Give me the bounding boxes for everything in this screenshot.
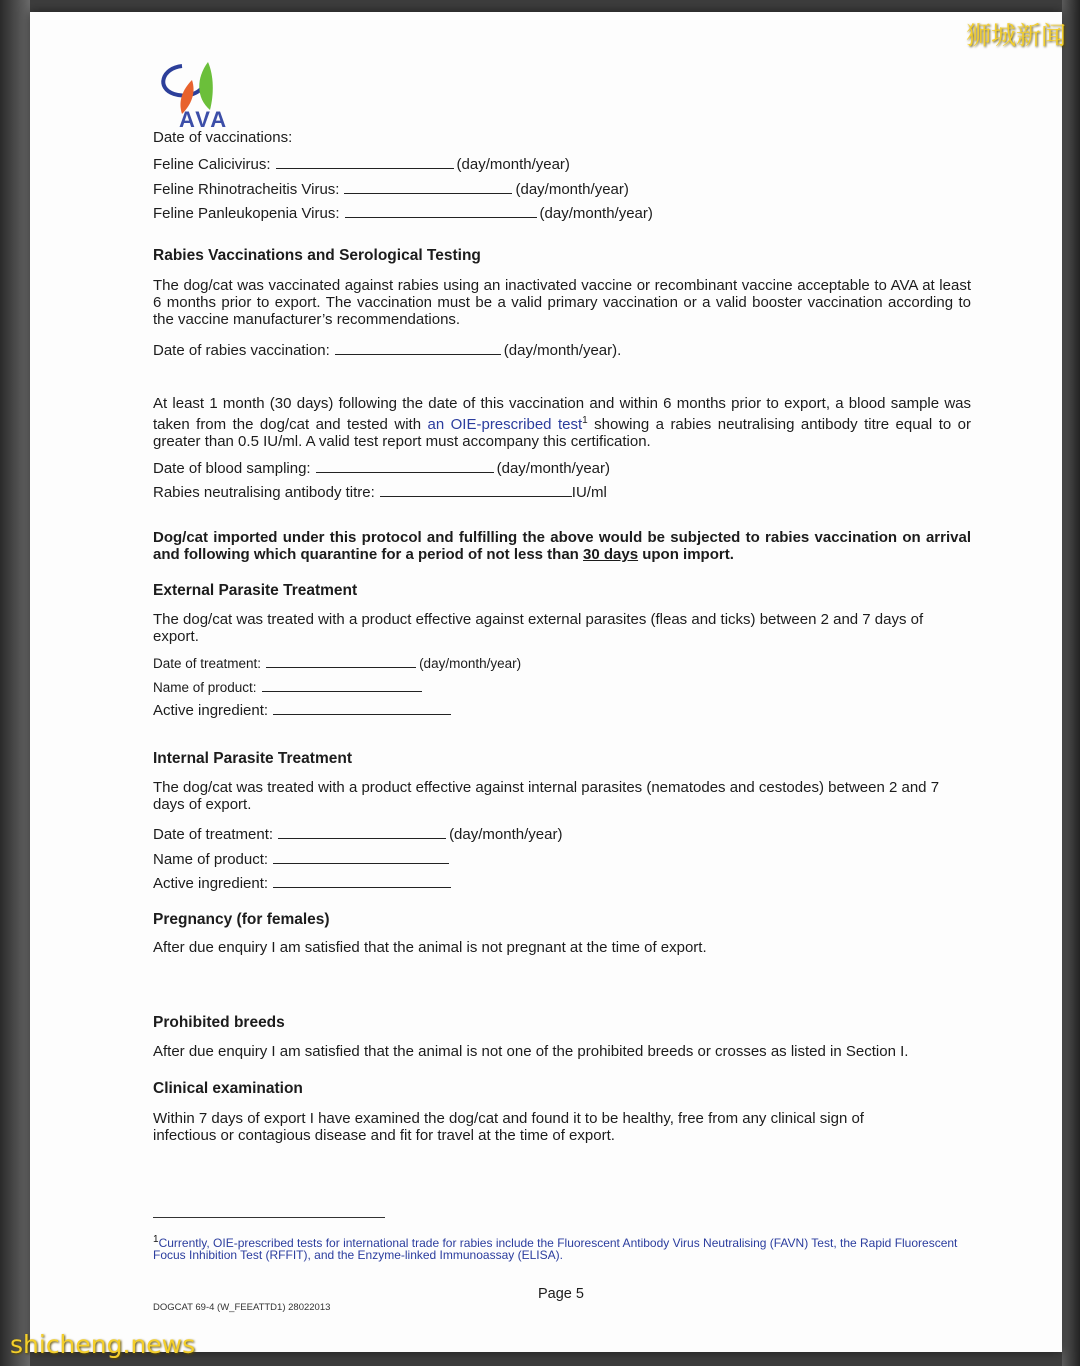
fpv-label: Feline Panleukopenia Virus: <box>153 205 340 222</box>
oie-test-link[interactable]: an OIE-prescribed test <box>427 416 583 433</box>
fcv-unit: (day/month/year) <box>456 156 570 173</box>
frv-label: Feline Rhinotracheitis Virus: <box>153 181 340 198</box>
external-ingredient-field[interactable] <box>273 700 451 715</box>
internal-date-field[interactable] <box>278 824 446 839</box>
internal-ingredient-label: Active ingredient: <box>153 875 269 892</box>
external-ingredient-row <box>153 700 454 720</box>
vaccinations-heading: Date of vaccinations: <box>153 129 293 146</box>
notice-text-start: Dog/cat imported under this protocol and fulfilling the above would be subjected to rabies vaccination on arrival and following which quarantine for a period of not less than <box>153 529 971 563</box>
external-product-field[interactable] <box>262 677 422 692</box>
footnote-ref: 1 <box>582 415 588 426</box>
document-code: DOGCAT 69-4 (W_FEEATTD1) 28022013 <box>153 1302 331 1313</box>
internal-ingredient-field[interactable] <box>273 873 451 888</box>
titre-label: Rabies neutralising antibody titre: <box>153 484 375 501</box>
internal-date-label: Date of treatment: <box>153 826 274 843</box>
external-product-row <box>153 677 425 697</box>
notice-text-end: upon import. <box>638 546 734 563</box>
external-date-row <box>153 653 521 673</box>
rabies-date-row <box>153 340 621 360</box>
blood-unit: (day/month/year) <box>496 460 610 477</box>
logo-text: AVA <box>179 107 229 132</box>
external-date-unit: (day/month/year) <box>419 656 522 671</box>
pregnancy-para: After due enquiry I am satisfied that the animal is not pregnant at the time of export. <box>153 939 707 956</box>
external-ingredient-label: Active ingredient: <box>153 702 269 719</box>
titre-unit: IU/ml <box>571 484 607 501</box>
watermark-top: 狮城新闻 <box>965 21 1066 50</box>
internal-product-row <box>153 849 452 869</box>
internal-ingredient-row <box>153 873 454 893</box>
internal-date-row <box>153 824 562 844</box>
blood-date-field[interactable] <box>316 458 494 473</box>
footnote-divider <box>153 1217 385 1218</box>
blood-label: Date of blood sampling: <box>153 460 311 477</box>
watermark-bottom: shicheng.news <box>10 1330 196 1359</box>
viewer-frame-right <box>1062 0 1080 1366</box>
quarantine-notice <box>153 529 971 563</box>
frv-date-field[interactable] <box>344 179 512 194</box>
rabies-heading: Rabies Vaccinations and Serological Testing <box>153 247 481 264</box>
fcv-label: Feline Calicivirus: <box>153 156 271 173</box>
frv-unit: (day/month/year) <box>515 181 629 198</box>
internal-para: The dog/cat was treated with a product effective against internal parasites (nematodes and cestodes) between 2 and 7 days of export. <box>153 779 940 813</box>
internal-product-label: Name of product: <box>153 851 269 868</box>
serology-para <box>153 395 971 450</box>
notice-days: 30 days <box>583 546 639 563</box>
breeds-para: After due enquiry I am satisfied that the animal is not one of the prohibited breeds or crosses as listed in Section I. <box>153 1043 909 1060</box>
fpv-unit: (day/month/year) <box>539 205 653 222</box>
titre-field[interactable] <box>380 482 572 497</box>
fpv-row <box>153 203 653 223</box>
frv-row <box>153 179 629 199</box>
fcv-row <box>153 154 570 174</box>
internal-date-unit: (day/month/year) <box>449 826 563 843</box>
fcv-date-field[interactable] <box>276 154 454 169</box>
footnote-text: Currently, OIE-prescribed tests for international trade for rabies include the Fluorescent Antibody Virus Neutralising (FAVN) Test, the Rapid Fluorescent Focus Inhibition Test (RFFIT), and the Enzyme-linked Immunoassay (ELISA). <box>153 1236 958 1262</box>
blood-row <box>153 458 610 478</box>
external-para: The dog/cat was treated with a product effective against external parasites (fleas and ticks) between 2 and 7 days of export. <box>153 611 924 645</box>
serology-text-start: At least 1 month (30 days) following the date of this vaccination and within 6 months prior to export, a blood sample was taken from the dog/cat and tested with <box>153 395 971 433</box>
page-number: Page 5 <box>538 1286 584 1302</box>
external-date-label: Date of treatment: <box>153 656 262 671</box>
titre-row <box>153 482 607 502</box>
external-date-field[interactable] <box>266 653 416 668</box>
document-page <box>30 12 1062 1352</box>
external-product-label: Name of product: <box>153 680 257 695</box>
clinical-para: Within 7 days of export I have examined the dog/cat and found it to be healthy, free from any clinical sign of infectious or contagious disease and fit for travel at the time of export. <box>153 1110 864 1144</box>
serology-text-end: showing a rabies neutralising antibody titre equal to or greater than 0.5 IU/ml. A valid test report must accompany this certification. <box>153 416 971 450</box>
viewer-frame-left <box>0 0 30 1366</box>
internal-product-field[interactable] <box>273 849 449 864</box>
rabies-para: The dog/cat was vaccinated against rabies using an inactivated vaccine or recombinant vaccine acceptable to AVA at least 6 months prior to export. The vaccination must be a valid primary vaccination or a valid booster vaccination according to the vaccine manufacturer’s recommendations. <box>153 277 971 328</box>
fpv-date-field[interactable] <box>345 203 537 218</box>
breeds-heading: Prohibited breeds <box>153 1014 285 1031</box>
rabies-date-label: Date of rabies vaccination: <box>153 342 330 359</box>
external-heading: External Parasite Treatment <box>153 582 358 599</box>
pregnancy-heading: Pregnancy (for females) <box>153 911 330 928</box>
internal-heading: Internal Parasite Treatment <box>153 750 352 767</box>
footnote <box>153 1234 973 1261</box>
rabies-date-field[interactable] <box>335 340 501 355</box>
clinical-heading: Clinical examination <box>153 1080 303 1097</box>
footnote-number: 1 <box>153 1234 159 1245</box>
rabies-date-unit: (day/month/year). <box>503 342 622 359</box>
